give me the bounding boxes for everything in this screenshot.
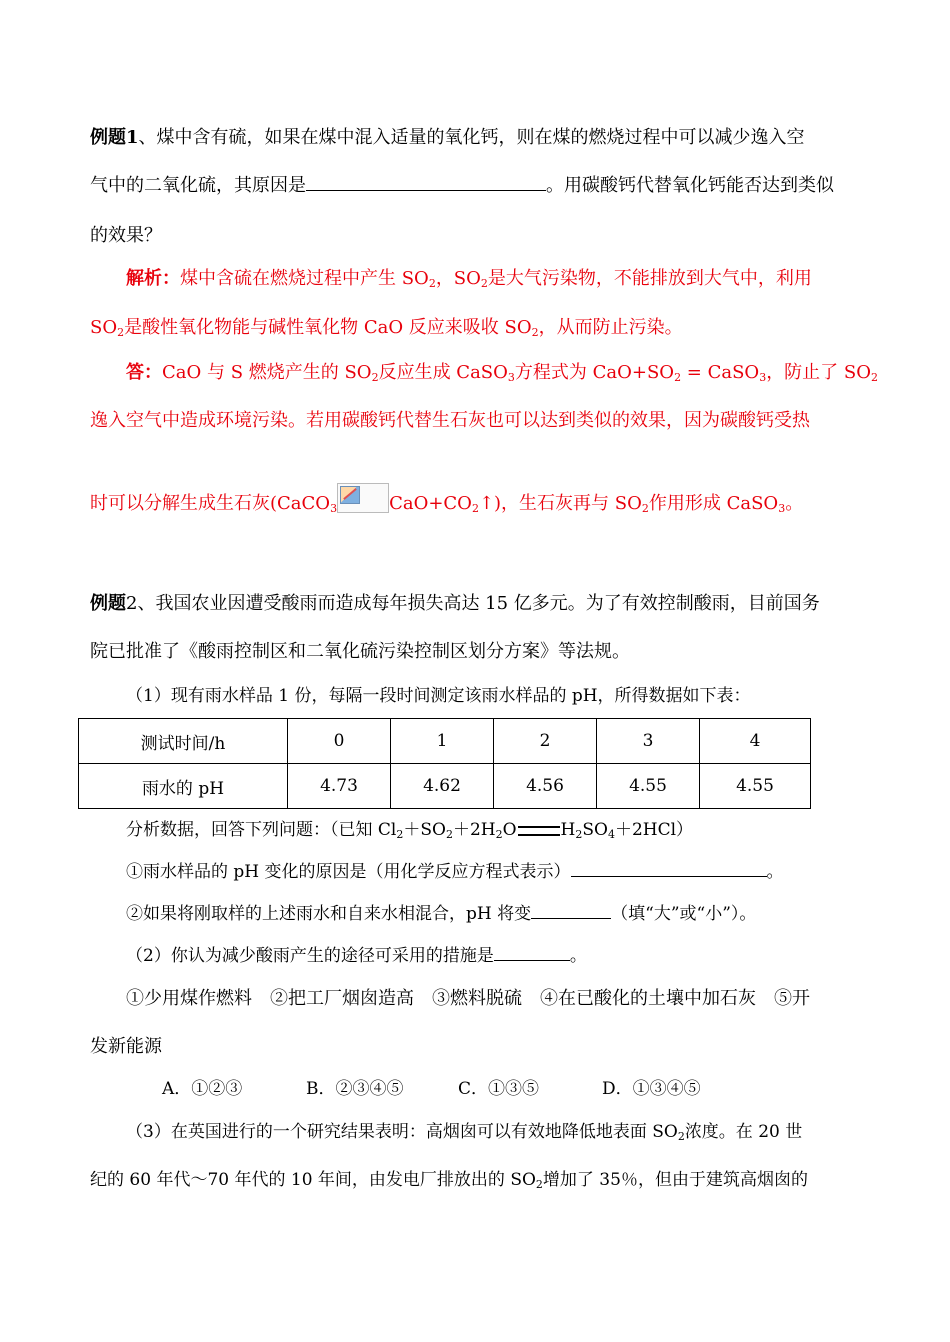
ex2-number: 2 <box>126 593 138 614</box>
question-text: 分析数据，回答下列问题：（已知 Cl <box>126 820 397 840</box>
equals-sign-icon <box>518 826 560 836</box>
question-text: 浓度。在 20 世 <box>684 1122 803 1142</box>
question-text: ＋SO <box>403 820 446 840</box>
table-cell: 4.55 <box>597 764 700 809</box>
option-d[interactable]: D．①③④⑤ <box>602 1079 701 1099</box>
answer-text: CaO+CO <box>389 493 472 514</box>
answer-text: 反应生成 CaSO <box>378 362 508 383</box>
ex1-question-line1 <box>90 126 805 150</box>
question-text: 发新能源 <box>90 1036 162 1057</box>
subscript: 2 <box>674 371 682 384</box>
ex1-answer-line1 <box>126 361 878 390</box>
answer-blank[interactable] <box>531 904 611 919</box>
analysis-text: 煤中含硫在燃烧过程中产生 SO <box>180 268 429 289</box>
table-header-cell: 雨水的 pH <box>79 764 288 809</box>
question-text: （填“大”或“小”）。 <box>611 904 757 924</box>
subscript: 4 <box>607 828 615 841</box>
question-text: 。 <box>569 946 587 966</box>
ex1-text: 气中的二氧化硫，其原因是 <box>90 175 306 196</box>
question-text: ①少用煤作燃料 ②把工厂烟囱造高 ③燃料脱硫 ④在已酸化的土壤中加石灰 ⑤开 <box>126 988 810 1009</box>
subscript: 2 <box>575 828 583 841</box>
ex1-question-line3 <box>90 224 162 248</box>
ex2-q1 <box>126 684 751 708</box>
question-text: 增加了 35％，但由于建筑高烟囱的 <box>542 1170 808 1190</box>
subscript: 2 <box>396 828 404 841</box>
subscript: 2 <box>428 277 436 290</box>
option-a[interactable]: A．①②③ <box>162 1079 243 1099</box>
answer-blank[interactable] <box>306 176 546 191</box>
ex1-question-line2 <box>90 174 834 198</box>
table-cell: 3 <box>597 719 700 764</box>
subscript: 2 <box>117 326 125 339</box>
analysis-text: 是酸性氧化物能与碱性氧化物 CaO 反应来吸收 SO <box>124 317 532 338</box>
question-text: （2）你认为减少酸雨产生的途径可采用的措施是 <box>126 946 494 966</box>
table-cell: 0 <box>288 719 391 764</box>
answer-text: CaO 与 S 燃烧产生的 SO <box>162 362 372 383</box>
analysis-label: 解析： <box>126 268 180 289</box>
question-text: 纪的 60 年代～70 年代的 10 年间，由发电厂排放出的 SO <box>90 1170 536 1190</box>
subscript: 2 <box>371 371 379 384</box>
ex2-intro-line1 <box>90 592 820 616</box>
analysis-text: ，SO <box>435 268 481 289</box>
subscript: 2 <box>471 502 479 515</box>
subscript: 2 <box>871 371 878 384</box>
question-text: （3）在英国进行的一个研究结果表明：高烟囱可以有效地降低地表面 SO <box>126 1122 678 1142</box>
ex2-q3-line2 <box>90 1168 808 1197</box>
question-text: ①雨水样品的 pH 变化的原因是（用化学反应方程式表示） <box>126 862 571 882</box>
answer-text: 时可以分解生成生石灰(CaCO <box>90 493 331 514</box>
subscript: 2 <box>495 828 503 841</box>
answer-text: ↑)，生石灰再与 SO <box>478 493 642 514</box>
subscript: 2 <box>535 1178 543 1191</box>
ex2-text: 院已批准了《酸雨控制区和二氧化硫污染控制区划分方案》等法规。 <box>90 641 630 662</box>
table-row <box>79 719 811 764</box>
question-text: ＋2HCl） <box>614 820 694 840</box>
ph-data-table <box>78 718 811 809</box>
table-header-cell: 测试时间/h <box>79 719 288 764</box>
ex2-measures-line2 <box>90 1035 162 1059</box>
ex2-intro-line2 <box>90 640 630 664</box>
ex1-answer-line2 <box>90 409 810 433</box>
subscript: 2 <box>480 277 488 290</box>
table-cell: 1 <box>391 719 494 764</box>
subscript: 2 <box>677 1130 685 1143</box>
table-cell: 4 <box>700 719 811 764</box>
option-c[interactable]: C．①③⑤ <box>458 1079 540 1099</box>
broken-image-icon <box>337 483 389 513</box>
ex2-label: 例题 <box>90 593 126 614</box>
subscript: 2 <box>531 326 539 339</box>
answer-text: 作用形成 CaSO <box>648 493 779 514</box>
ex2-analyze-line <box>126 818 693 847</box>
question-text: O <box>502 820 517 840</box>
answer-blank[interactable] <box>571 862 767 877</box>
ex2-measures-line1 <box>126 987 810 1011</box>
analysis-text: 是大气污染物，不能排放到大气中，利用 <box>487 268 812 289</box>
ex1-analysis-line2 <box>90 316 683 345</box>
ex2-q2 <box>126 944 587 968</box>
ex1-text: 的效果？ <box>90 225 162 246</box>
answer-text: 方程式为 CaO+SO <box>514 362 675 383</box>
ex2-text: 、我国农业因遭受酸雨而造成每年损失高达 15 亿多元。为了有效控制酸雨，目前国务 <box>137 593 820 614</box>
subscript: 3 <box>330 502 338 515</box>
subscript: 2 <box>445 828 453 841</box>
table-cell: 2 <box>494 719 597 764</box>
question-text: ＋2H <box>452 820 496 840</box>
ex2-subq2 <box>126 902 756 926</box>
option-b[interactable]: B．②③④⑤ <box>306 1079 404 1099</box>
subscript: 3 <box>759 371 767 384</box>
ex1-label: 例题 <box>90 127 126 148</box>
ex2-options <box>162 1077 701 1101</box>
ex1-number: 1 <box>126 127 139 148</box>
ex2-q3-line1 <box>126 1120 802 1149</box>
table-cell: 4.73 <box>288 764 391 809</box>
ex1-analysis-line1 <box>126 267 812 296</box>
answer-text: 。 <box>785 493 804 514</box>
question-text: ②如果将刚取样的上述雨水和自来水相混合，pH 将变 <box>126 904 532 924</box>
answer-text: = CaSO <box>681 362 760 383</box>
table-row <box>79 764 811 809</box>
subscript: 2 <box>641 502 649 515</box>
subscript: 3 <box>778 502 786 515</box>
table-cell: 4.55 <box>700 764 811 809</box>
ex1-text: 。用碳酸钙代替氧化钙能否达到类似 <box>546 175 834 196</box>
question-text: （1）现有雨水样品 1 份，每隔一段时间测定该雨水样品的 pH，所得数据如下表： <box>126 686 751 706</box>
table-cell: 4.56 <box>494 764 597 809</box>
ex1-text: 、煤中含有硫，如果在煤中混入适量的氧化钙，则在煤的燃烧过程中可以减少逸入空 <box>138 127 805 148</box>
subscript: 3 <box>507 371 515 384</box>
question-text: 。 <box>766 862 784 882</box>
ex2-subq1 <box>126 860 784 884</box>
answer-text: ，防止了 SO <box>766 362 871 383</box>
answer-text: 逸入空气中造成环境污染。若用碳酸钙代替生石灰也可以达到类似的效果，因为碳酸钙受热 <box>90 410 810 431</box>
question-text: SO <box>582 820 608 840</box>
ex1-answer-line3 <box>90 483 803 521</box>
question-text: H <box>560 820 576 840</box>
answer-label: 答： <box>126 362 162 383</box>
table-cell: 4.62 <box>391 764 494 809</box>
analysis-text: ，从而防止污染。 <box>538 317 683 338</box>
analysis-text: SO <box>90 317 118 338</box>
answer-blank[interactable] <box>494 946 570 961</box>
